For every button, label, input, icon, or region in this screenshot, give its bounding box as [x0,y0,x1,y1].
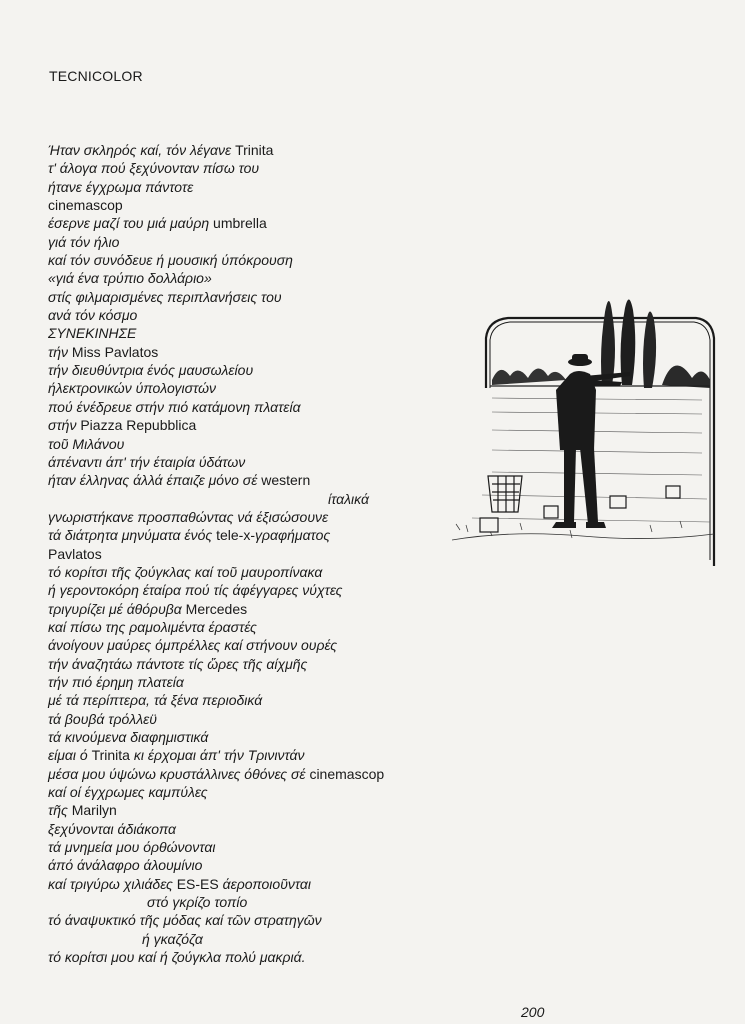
poem-line [48,471,384,489]
poem-text: cinemascop [48,197,123,214]
poem-line [48,728,384,746]
poem-text: καί τόν συνόδευε ή μουσική ύπόκρουση [48,252,293,269]
poem-text: γιά τόν ήλιο [48,233,120,250]
poem-text: τό κορίτσι μου καί ή ζούγκλα πολύ μακριά. [48,949,306,966]
poem-text: τό άναψυκτικό τῆς μόδας καί τῶν στρατηγῶν [48,912,322,929]
poem-text: ή γκαζόζα [142,930,203,947]
poem-text: τριγυρίζει μέ άθόρυβα [48,600,186,617]
poem-text: έσερνε μαζί του μιά μαύρη [48,215,214,232]
poem [48,141,384,966]
poem-line [48,893,384,911]
poem-line [48,801,384,819]
poem-text: τοῦ Μιλάνου [48,435,125,452]
poem-text: Miss Pavlatos [71,343,159,360]
poem-text: ήταν έλληνας άλλά έπαιζε μόνο σέ [48,472,262,489]
poem-text: τήν [48,343,72,360]
poem-line [48,435,384,453]
page-title: TECNICOLOR [49,68,143,84]
poem-line [48,875,384,893]
poem-text: τό κορίτσι τῆς ζούγκλας καί τοῦ μαυροπίνακα [48,563,323,580]
poem-text: γνωριστήκανε προσπαθώντας νά έξισώσουνε [48,508,329,525]
poem-line [48,710,384,728]
poem-text: Pavlatos [48,545,102,562]
page-number: 200 [521,1004,545,1020]
poem-line [48,545,384,563]
poem-line [48,948,384,966]
poem-text: πού ένέδρευε στήν πιό κατάμονη πλατεία [48,398,301,415]
poem-text: τήν πιό έρημη πλατεία [48,673,184,690]
poem-text: μέ τά περίπτερα, τά ξένα περιοδικά [48,692,263,709]
poem-line [48,691,384,709]
poem-text: Trinita [235,142,274,158]
poem-line [48,636,384,654]
poem-text: άεροποιοῦνται [218,875,312,892]
poem-line [48,269,384,287]
poem-text: ίταλικά [328,490,369,507]
poem-line [48,324,384,342]
poem-line [48,618,384,636]
poem-text: «γιά ένα τρύπιο δολλάριο» [48,270,212,287]
poem-text: tele-x- [216,527,255,544]
poem-text: τά διάτρητα μηνύματα ένός [48,527,217,544]
poem-line [48,490,384,508]
poem-line [48,214,384,232]
poem-line [48,306,384,324]
poem-line [48,233,384,251]
poem-line [48,930,384,948]
poem-line [48,783,384,801]
poem-text: Trinita [91,747,130,764]
poem-text: άνοίγουν μαύρες όμπρέλλες καί στήνουν ουρές [48,637,338,654]
poem-text: στό γκρίζο τοπίο [147,894,248,911]
poem-text: Ήταν σκληρός καί, τόν λέγανε [48,142,236,158]
poem-line [48,746,384,764]
poem-text: άπέναντι άπ' τήν έταιρία ύδάτων [48,453,246,470]
poem-line [48,673,384,691]
poem-text: ήλεκτρονικών ύπολογιστών [48,380,216,397]
poem-text: στήν [48,417,81,434]
poem-text: στίς φιλμαρισμένες περιπλανήσεις του [48,288,282,305]
poem-text: Piazza Repubblica [80,417,197,434]
poem-text: ξεχύνονται άδιάκοπα [48,820,176,837]
poem-text: τά μνημεία μου όρθώνονται [48,839,216,856]
poem-text: τήν διευθύντρια ένός μαυσωλείου [48,362,254,379]
poem-line [48,600,384,618]
poem-text: άπό άνάλαφρο άλουμίνιο [48,857,203,874]
poem-line [48,379,384,397]
poem-line [48,563,384,581]
poem-text: καί τριγύρω χιλιάδες [48,875,177,892]
poem-text: ήτανε έγχρωμα πάντοτε [48,178,194,195]
poem-text: umbrella [213,215,267,232]
poem-text: ΣΥΝΕΚΙΝΗΣΕ [48,325,137,342]
poem-text: ανά τόν κόσμο [48,307,138,324]
poem-text: cinemascop [309,765,385,782]
poem-line [48,526,384,544]
poem-text: τῆς [48,802,72,819]
poem-line [48,581,384,599]
poem-line [48,453,384,471]
poem-line [48,141,384,159]
poem-text: καί πίσω της ραμολιμέντα έραστές [48,618,257,635]
poem-line [48,196,384,214]
poem-line [48,288,384,306]
poem-text: ή γεροντοκόρη έταίρα πού τίς άφέγγαρες νύχτες [48,582,343,599]
poem-line [48,178,384,196]
poem-line [48,911,384,929]
poem-line [48,398,384,416]
poem-text: γραφήματος [254,527,331,544]
poem-line [48,856,384,874]
poem-text: είμαι ό [48,747,92,764]
poem-line [48,416,384,434]
poem-text: Marilyn [71,802,117,819]
poem-text: τ' άλογα πού ξεχύνονταν πίσω του [48,160,260,177]
poem-line [48,508,384,526]
poem-text: ES-ES [176,875,219,892]
poem-line [48,159,384,177]
poem-line [48,820,384,838]
poem-text: τά βουβά τρόλλεϋ [48,710,157,727]
poem-text: καί οί έγχρωμες καμπύλες [48,784,208,801]
poem-line [48,765,384,783]
man-with-rifle-illustration [452,290,717,572]
poem-text: τήν άναζητάω πάντοτε τίς ὥρες τῆς αίχμῆς [48,655,308,672]
poem-text: κι έρχομαι άπ' τήν Τρινιντάν [129,747,305,764]
poem-line [48,838,384,856]
poem-line [48,343,384,361]
poem-text: μέσα μου ύψώνω κρυστάλλινες όθόνες σέ [48,765,310,782]
poem-text: Mercedes [185,600,248,617]
poem-line [48,655,384,673]
poem-text: τά κινούμενα διαφημιστικά [48,729,209,745]
poem-text: western [261,472,311,489]
poem-line [48,361,384,379]
poem-line [48,251,384,269]
